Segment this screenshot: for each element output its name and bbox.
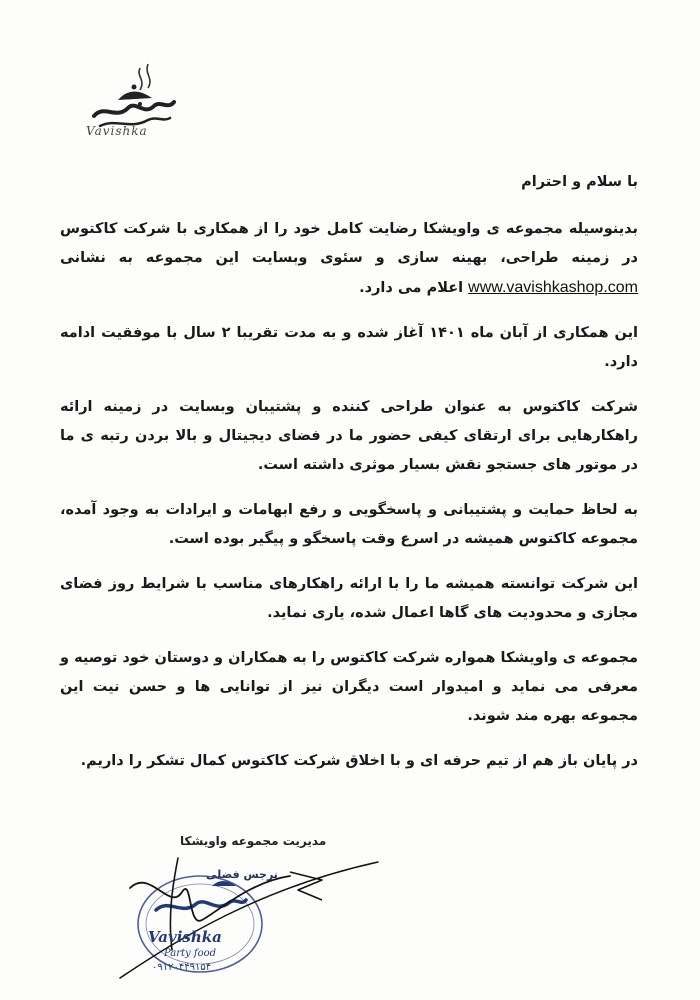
website-url: www.vavishkashop.com xyxy=(468,279,638,296)
signature-title: مدیریت مجموعه واویشکا xyxy=(180,834,327,848)
paragraph-6: مجموعه ی واویشکا همواره شرکت کاکتوس را به همکاران و دوستان خود توصیه و معرفی می نماید و امیدوار است دیگران نیز از توانایی ها و حسن نیت این مجموعه بهره مند شوند. xyxy=(60,650,638,724)
paragraph-2: این همکاری از آبان ماه ۱۴۰۱ آغاز شده و به مدت تقریبا ۲ سال با موفقیت ادامه دارد. xyxy=(60,325,638,370)
signature-stamp-icon xyxy=(60,828,380,988)
stamp-phone: ۰۹۱۲۰۴۴۹۱۵۴ xyxy=(152,962,212,973)
logo-caption: Vavishka xyxy=(86,124,148,138)
paragraph-3: شرکت کاکتوس به عنوان طراحی کننده و پشتیبان وبسایت در زمینه ارائه راهکارهایی برای ارتقای کیفی حضور ما در فضای دیجیتال و بالا بردن رتبه ی ما در موتور های جستجو نقش بسیار موثری داشته است. xyxy=(60,399,638,473)
signature-block xyxy=(60,828,380,988)
stamp-brand: Vavishka xyxy=(148,928,222,946)
paragraph-1-end: اعلام می دارد. xyxy=(359,280,464,296)
signatory-name: نرجس فضلی xyxy=(206,868,278,881)
paragraph-1 xyxy=(60,215,638,303)
paragraph-7: در پایان باز هم از تیم حرفه ای و با اخلاق شرکت کاکتوس کمال تشکر را داریم. xyxy=(80,753,638,769)
greeting: با سلام و احترام xyxy=(521,174,638,190)
paragraph-4: به لحاظ حمایت و پشتیبانی و پاسخگویی و رفع ابهامات و ایرادات به وجود آمده، مجموعه کاکتوس همیشه در اسرع وقت پاسخگو و پیگیر بوده است. xyxy=(60,502,638,547)
letter-body xyxy=(60,168,638,792)
paragraph-1-text: بدینوسیله مجموعه ی واویشکا رضایت کامل خود را از همکاری با شرکت کاکتوس در زمینه طراحی، بهینه سازی و سئوی وبسایت این مجموعه به نشانی xyxy=(60,221,638,266)
paragraph-5: این شرکت توانسته همیشه ما را با ارائه راهکارهای مناسب با شرایط روز فضای مجازی و محدودیت های گاها اعمال شده، یاری نماید. xyxy=(60,576,638,621)
stamp-tagline: Party food xyxy=(164,948,217,959)
